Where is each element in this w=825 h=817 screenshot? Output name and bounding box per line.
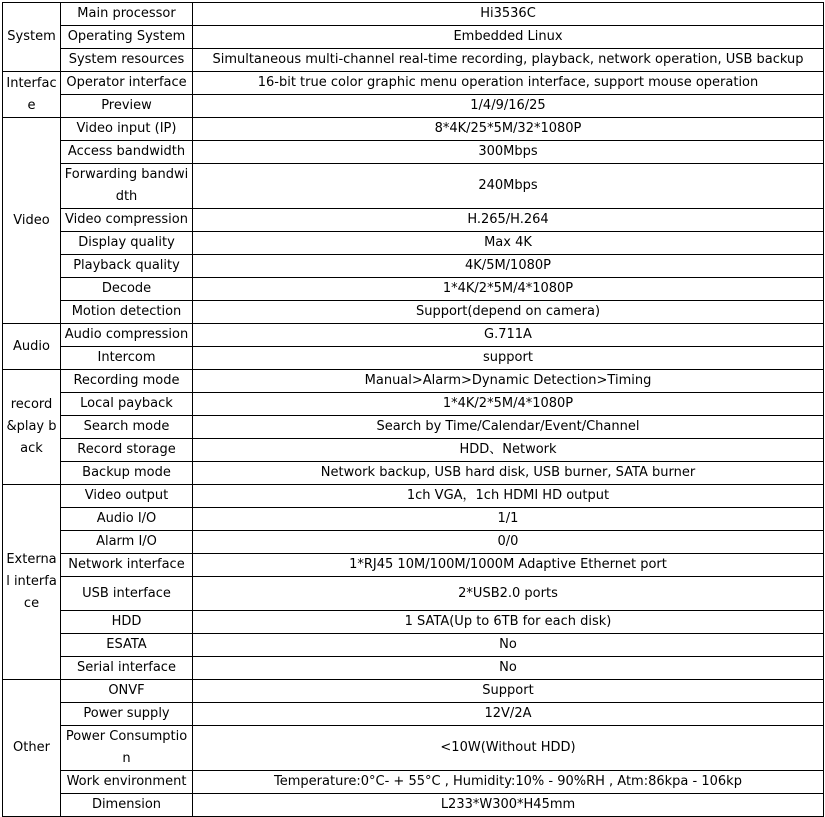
spec-label-cell: Motion detection bbox=[61, 301, 193, 324]
spec-value-cell: H.265/H.264 bbox=[193, 209, 824, 232]
group-name-cell: Interface bbox=[3, 72, 61, 118]
table-row bbox=[3, 324, 824, 347]
spec-label-cell: System resources bbox=[61, 49, 193, 72]
spec-value-cell: Support bbox=[193, 680, 824, 703]
spec-label-cell: Video input (IP) bbox=[61, 118, 193, 141]
spec-value-cell: Search by Time/Calendar/Event/Channel bbox=[193, 416, 824, 439]
spec-value-cell: 240Mbps bbox=[193, 164, 824, 209]
table-row bbox=[3, 657, 824, 680]
spec-value-cell: 16-bit true color graphic menu operation interface, support mouse operation bbox=[193, 72, 824, 95]
spec-value-cell: Embedded Linux bbox=[193, 26, 824, 49]
spec-label-cell: Decode bbox=[61, 278, 193, 301]
spec-label-cell: Recording mode bbox=[61, 370, 193, 393]
spec-value-cell: Network backup, USB hard disk, USB burner, SATA burner bbox=[193, 462, 824, 485]
spec-label-cell: USB interface bbox=[61, 577, 193, 611]
spec-label-cell: Work environment bbox=[61, 771, 193, 794]
spec-label-cell: Dimension bbox=[61, 794, 193, 817]
table-row bbox=[3, 95, 824, 118]
table-row bbox=[3, 611, 824, 634]
table-row bbox=[3, 439, 824, 462]
spec-label-cell: Power Consumption bbox=[61, 726, 193, 771]
spec-value-cell: 8*4K/25*5M/32*1080P bbox=[193, 118, 824, 141]
table-row bbox=[3, 554, 824, 577]
group-name-cell: Video bbox=[3, 118, 61, 324]
table-row bbox=[3, 393, 824, 416]
group-name-cell: record &play back bbox=[3, 370, 61, 485]
table-row bbox=[3, 508, 824, 531]
group-name-cell: Audio bbox=[3, 324, 61, 370]
table-row bbox=[3, 118, 824, 141]
spec-label-cell: Serial interface bbox=[61, 657, 193, 680]
spec-label-cell: Playback quality bbox=[61, 255, 193, 278]
spec-value-cell: 1 SATA(Up to 6TB for each disk) bbox=[193, 611, 824, 634]
spec-value-cell: Manual>Alarm>Dynamic Detection>Timing bbox=[193, 370, 824, 393]
spec-label-cell: Local payback bbox=[61, 393, 193, 416]
spec-label-cell: Audio I/O bbox=[61, 508, 193, 531]
spec-value-cell: <10W(Without HDD) bbox=[193, 726, 824, 771]
table-row bbox=[3, 370, 824, 393]
spec-label-cell: Audio compression bbox=[61, 324, 193, 347]
table-row bbox=[3, 301, 824, 324]
table-row bbox=[3, 141, 824, 164]
spec-value-cell: 0/0 bbox=[193, 531, 824, 554]
table-row bbox=[3, 49, 824, 72]
table-row bbox=[3, 577, 824, 611]
group-name-cell: External interface bbox=[3, 485, 61, 680]
spec-value-cell: 1/1 bbox=[193, 508, 824, 531]
spec-label-cell: Forwarding bandwidth bbox=[61, 164, 193, 209]
spec-label-cell: Power supply bbox=[61, 703, 193, 726]
spec-value-cell: L233*W300*H45mm bbox=[193, 794, 824, 817]
table-row bbox=[3, 771, 824, 794]
table-row bbox=[3, 26, 824, 49]
table-row bbox=[3, 232, 824, 255]
spec-value-cell: Support(depend on camera) bbox=[193, 301, 824, 324]
spec-value-cell: Max 4K bbox=[193, 232, 824, 255]
spec-label-cell: Display quality bbox=[61, 232, 193, 255]
spec-label-cell: Record storage bbox=[61, 439, 193, 462]
spec-label-cell: Video compression bbox=[61, 209, 193, 232]
spec-label-cell: Search mode bbox=[61, 416, 193, 439]
table-row bbox=[3, 209, 824, 232]
spec-value-cell: No bbox=[193, 657, 824, 680]
spec-value-cell: HDD、Network bbox=[193, 439, 824, 462]
table-row bbox=[3, 634, 824, 657]
spec-value-cell: 1*4K/2*5M/4*1080P bbox=[193, 278, 824, 301]
spec-value-cell: Temperature:0°C- + 55°C , Humidity:10% - 90%RH , Atm:86kpa - 106kp bbox=[193, 771, 824, 794]
table-row bbox=[3, 278, 824, 301]
table-row bbox=[3, 726, 824, 771]
table-row bbox=[3, 255, 824, 278]
spec-label-cell: Alarm I/O bbox=[61, 531, 193, 554]
table-row bbox=[3, 531, 824, 554]
spec-label-cell: ONVF bbox=[61, 680, 193, 703]
spec-value-cell: 1/4/9/16/25 bbox=[193, 95, 824, 118]
spec-value-cell: No bbox=[193, 634, 824, 657]
table-row bbox=[3, 72, 824, 95]
spec-value-cell: Simultaneous multi-channel real-time recording, playback, network operation, USB backup bbox=[193, 49, 824, 72]
table-row bbox=[3, 164, 824, 209]
table-row bbox=[3, 485, 824, 508]
spec-label-cell: Operating System bbox=[61, 26, 193, 49]
spec-value-cell: 1ch VGA，1ch HDMI HD output bbox=[193, 485, 824, 508]
spec-value-cell: support bbox=[193, 347, 824, 370]
spec-label-cell: Operator interface bbox=[61, 72, 193, 95]
table-row bbox=[3, 794, 824, 817]
spec-label-cell: Access bandwidth bbox=[61, 141, 193, 164]
spec-table-body bbox=[3, 3, 824, 817]
table-row bbox=[3, 3, 824, 26]
group-name-cell: Other bbox=[3, 680, 61, 817]
spec-value-cell: Hi3536C bbox=[193, 3, 824, 26]
spec-value-cell: 300Mbps bbox=[193, 141, 824, 164]
spec-value-cell: 1*RJ45 10M/100M/1000M Adaptive Ethernet port bbox=[193, 554, 824, 577]
spec-table bbox=[2, 2, 824, 817]
spec-value-cell: 4K/5M/1080P bbox=[193, 255, 824, 278]
spec-label-cell: Network interface bbox=[61, 554, 193, 577]
spec-label-cell: Intercom bbox=[61, 347, 193, 370]
table-row bbox=[3, 680, 824, 703]
spec-label-cell: Video output bbox=[61, 485, 193, 508]
table-row bbox=[3, 462, 824, 485]
spec-label-cell: HDD bbox=[61, 611, 193, 634]
group-name-cell: System bbox=[3, 3, 61, 72]
table-row bbox=[3, 416, 824, 439]
spec-value-cell: G.711A bbox=[193, 324, 824, 347]
spec-label-cell: Main processor bbox=[61, 3, 193, 26]
spec-label-cell: Backup mode bbox=[61, 462, 193, 485]
spec-value-cell: 12V/2A bbox=[193, 703, 824, 726]
table-row bbox=[3, 347, 824, 370]
table-row bbox=[3, 703, 824, 726]
spec-label-cell: Preview bbox=[61, 95, 193, 118]
spec-label-cell: ESATA bbox=[61, 634, 193, 657]
spec-value-cell: 2*USB2.0 ports bbox=[193, 577, 824, 611]
spec-value-cell: 1*4K/2*5M/4*1080P bbox=[193, 393, 824, 416]
